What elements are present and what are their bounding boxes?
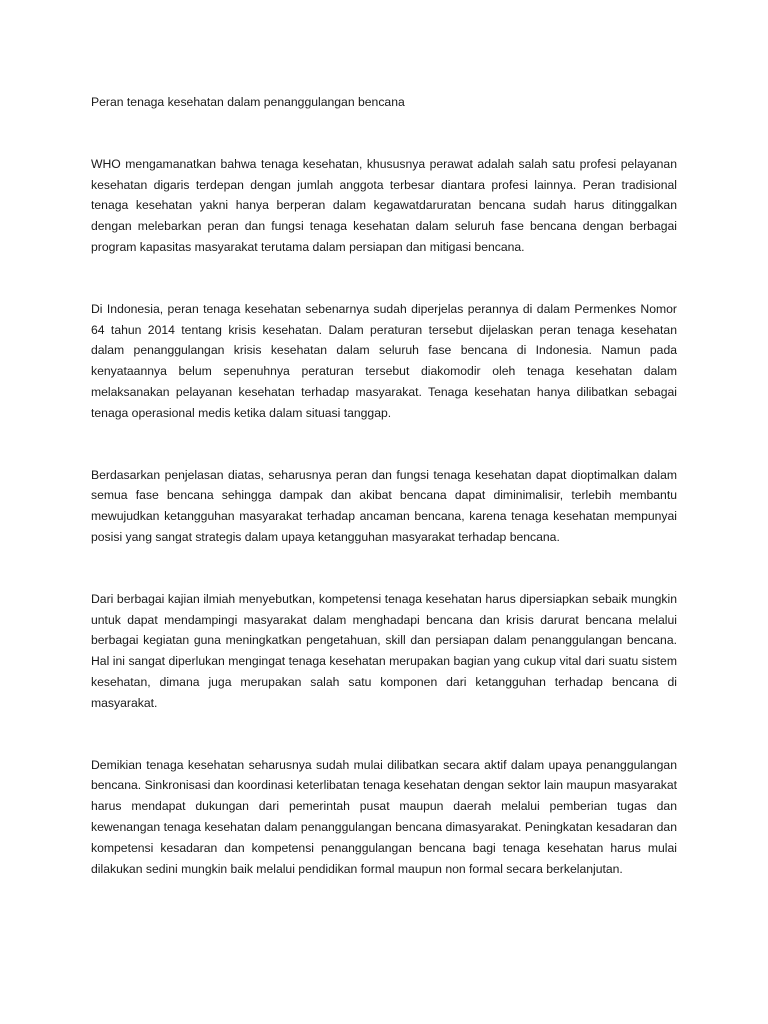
paragraph-demikian: Demikian tenaga kesehatan seharusnya sudah mulai dilibatkan secara aktif dalam upaya penanggulangan bencana. Sinkronisasi dan koordinasi keterlibatan tenaga kesehatan dengan sektor lain maupun masyarakat harus mendapat dukungan dari pemerintah pusat maupun daerah melalui pemberian tugas dan kewenangan tenaga kesehatan dalam penanggulangan bencana dimasyarakat. Peningkatan kesadaran dan kompetensi kesadaran dan kompetensi penanggulangan bencana bagi tenaga kesehatan harus mulai dilakukan sedini mungkin baik melalui pendidikan formal maupun non formal secara berkelanjutan. — [91, 757, 677, 876]
document-body — [91, 92, 677, 879]
paragraph-indonesia: Di Indonesia, peran tenaga kesehatan sebenarnya sudah diperjelas perannya di dalam Permenkes Nomor 64 tahun 2014 tentang krisis kesehatan. Dalam peraturan tersebut dijelaskan peran tenaga kesehatan dalam penanggulangan krisis kesehatan dalam seluruh fase bencana di Indonesia. Namun pada kenyataannya belum sepenuhnya peraturan tersebut diakomodir oleh tenaga kesehatan dalam melaksanakan pelayanan kesehatan terhadap masyarakat. Tenaga kesehatan hanya dilibatkan sebagai tenaga operasional medis ketika dalam situasi tanggap. — [91, 301, 677, 420]
document-title: Peran tenaga kesehatan dalam penanggulangan bencana — [91, 95, 405, 109]
paragraph-kajian-ilmiah: Dari berbagai kajian ilmiah menyebutkan, kompetensi tenaga kesehatan harus dipersiapkan sebaik mungkin untuk dapat mendampingi masyarakat dalam menghadapi bencana dan krisis darurat bencana melalui berbagai kegiatan guna meningkatkan pengetahuan, skill dan persiapan dalam penanggulangan bencana. Hal ini sangat diperlukan mengingat tenaga kesehatan merupakan bagian yang cukup vital dari suatu sistem kesehatan, dimana juga merupakan salah satu komponen dari ketangguhan terhadap bencana di masyarakat. — [91, 591, 677, 710]
paragraph-berdasarkan: Berdasarkan penjelasan diatas, seharusnya peran dan fungsi tenaga kesehatan dapat dioptimalkan dalam semua fase bencana sehingga dampak dan akibat bencana dapat diminimalisir, terlebih membantu mewujudkan ketangguhan masyarakat terhadap ancaman bencana, karena tenaga kesehatan mempunyai posisi yang sangat strategis dalam upaya ketangguhan masyarakat terhadap bencana. — [91, 467, 677, 544]
paragraph-who: WHO mengamanatkan bahwa tenaga kesehatan, khususnya perawat adalah salah satu profesi pelayanan kesehatan digaris terdepan dengan jumlah anggota terbesar diantara profesi lainnya. Peran tradisional tenaga kesehatan yakni hanya berperan dalam kegawatdaruratan bencana sudah harus ditinggalkan dengan melebarkan peran dan fungsi tenaga kesehatan dalam seluruh fase bencana dengan berbagai program kapasitas masyarakat terutama dalam persiapan dan mitigasi bencana. — [91, 156, 677, 254]
